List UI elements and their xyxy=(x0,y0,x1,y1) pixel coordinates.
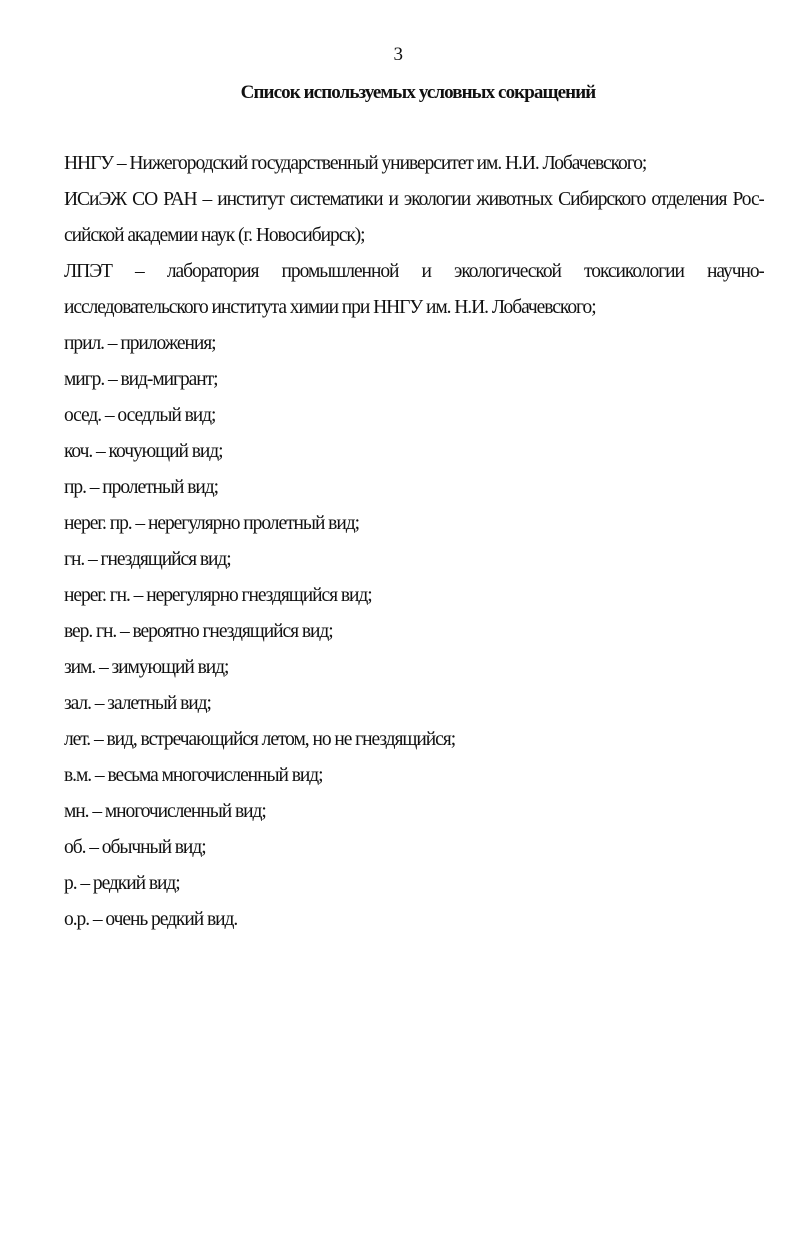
abbr-ver-gn: вер. гн. – вероятно гнездящийся вид; xyxy=(64,621,333,642)
abbr-koch: коч. – кочующий вид; xyxy=(64,441,223,462)
abbr-isiezh-line2: сийской академии наук (г. Новосибирск); xyxy=(64,225,365,246)
abbr-isiezh-line1: ИСиЭЖ СО РАН – институт систематики и экологии животных Сибирского отделения Рос- xyxy=(64,189,764,210)
abbr-zal: зал. – залетный вид; xyxy=(64,693,211,714)
abbr-vm: в.м. – весьма многочисленный вид; xyxy=(64,765,323,786)
abbr-or: о.р. – очень редкий вид. xyxy=(64,909,238,930)
abbr-migr: мигр. – вид-мигрант; xyxy=(64,369,218,390)
abbr-nngu: ННГУ – Нижегородский государственный университет им. Н.И. Лобачевского; xyxy=(64,153,647,174)
abbr-lpet-line2: исследовательского института химии при ННГУ им. Н.И. Лобачевского; xyxy=(64,297,596,318)
abbr-zim: зим. – зимующий вид; xyxy=(64,657,229,678)
page-title: Список используемых условных сокращений xyxy=(240,82,596,103)
abbr-osed: осед. – оседлый вид; xyxy=(64,405,216,426)
abbr-ob: об. – обычный вид; xyxy=(64,837,206,858)
page-number: 3 xyxy=(393,44,403,65)
abbr-pr: пр. – пролетный вид; xyxy=(64,477,218,498)
abbr-pril: прил. – приложения; xyxy=(64,333,216,354)
abbr-nereg-gn: нерег. гн. – нерегулярно гнездящийся вид; xyxy=(64,585,372,606)
abbr-gn: гн. – гнездящийся вид; xyxy=(64,549,231,570)
abbr-let: лет. – вид, встречающийся летом, но не гнездящийся; xyxy=(64,729,456,750)
abbreviation-list xyxy=(64,146,764,938)
abbr-mn: мн. – многочисленный вид; xyxy=(64,801,266,822)
abbr-nereg-pr: нерег. пр. – нерегулярно пролетный вид; xyxy=(64,513,359,534)
abbr-lpet-line1: ЛПЭТ – лаборатория промышленной и экологической токсикологии научно- xyxy=(64,261,764,282)
abbr-r: р. – редкий вид; xyxy=(64,873,180,894)
